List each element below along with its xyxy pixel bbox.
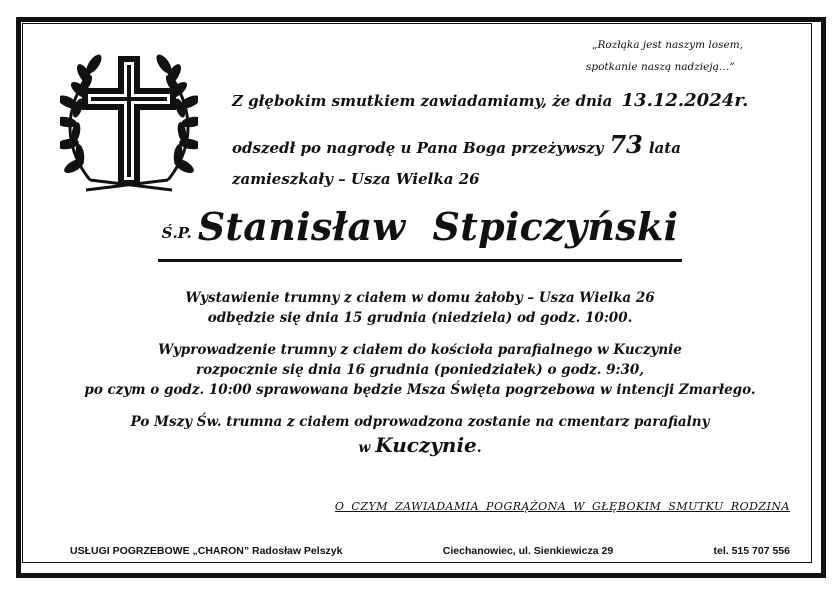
deceased-name-underline: [158, 205, 683, 262]
age: 73: [609, 130, 643, 159]
intro-line-3: zamieszkały – Usza Wielka 26: [232, 170, 480, 188]
date-of-death: 13.12.2024r.: [621, 90, 749, 111]
ceremony-p2-line-3: po czym o godz. 10:00 sprawowana będzie Msza Święta pogrzebowa w intencji Zmarłego.: [84, 382, 756, 398]
age-unit: lata: [648, 139, 681, 157]
ceremony-paragraph-3: [0, 412, 840, 461]
intro-line-1: [232, 90, 748, 111]
burial-town: Kuczynie: [375, 433, 477, 457]
cross-with-laurel-wreath-icon: [60, 52, 198, 192]
quote-line-2: spotkanie naszą nadzieją…”: [586, 61, 735, 73]
burial-prefix: w: [358, 440, 371, 456]
ceremony-details: [0, 288, 840, 473]
intro-line-2-text: odszedł po nagrodę u Pana Boga przeżywszy: [232, 139, 604, 157]
ceremony-p3-line-1: Po Mszy Św. trumna z ciałem odprowadzona zostanie na cmentarz parafialny: [130, 414, 710, 430]
intro-line-1-text: Z głębokim smutkiem zawiadamiamy, że dnia: [232, 92, 613, 110]
deceased-name: Stanisław Stpiczyński: [197, 204, 679, 249]
ceremony-p1-line-1: Wystawienie trumny z ciałem w domu żałoby – Usza Wielka 26: [185, 290, 655, 306]
ceremony-p1-line-2: odbędzie się dnia 15 grudnia (niedziela) od godz. 10:00.: [207, 310, 633, 326]
epigraph-quote: [586, 34, 806, 78]
funeral-phone: tel. 515 707 556: [713, 545, 790, 557]
family-note: O CZYM ZAWIADAMIA POGRĄŻONA W GŁĘBOKIM SMUTKU RODZINA: [334, 500, 790, 513]
funeral-address: Ciechanowiec, ul. Sienkiewicza 29: [442, 545, 614, 557]
funeral-company: USŁUGI POGRZEBOWE „CHARON” Radosław Pelszyk: [70, 545, 343, 557]
burial-suffix: .: [476, 440, 482, 456]
deceased-name-row: [0, 205, 840, 262]
burial-place: [0, 432, 840, 461]
ceremony-p2-line-2: rozpocznie się dnia 16 grudnia (poniedziałek) o godz. 9:30,: [196, 362, 644, 378]
quote-line-1: „Rozłąka jest naszym losem,: [592, 39, 743, 51]
ceremony-p2-line-1: Wyprowadzenie trumny z ciałem do kościoła parafialnego w Kuczynie: [158, 342, 682, 358]
funeral-home-footer: [70, 545, 790, 557]
intro-line-2: [232, 130, 681, 159]
ceremony-paragraph-1: [0, 288, 840, 328]
ceremony-paragraph-2: [0, 340, 840, 400]
name-prefix: Ś.P.: [161, 224, 192, 242]
